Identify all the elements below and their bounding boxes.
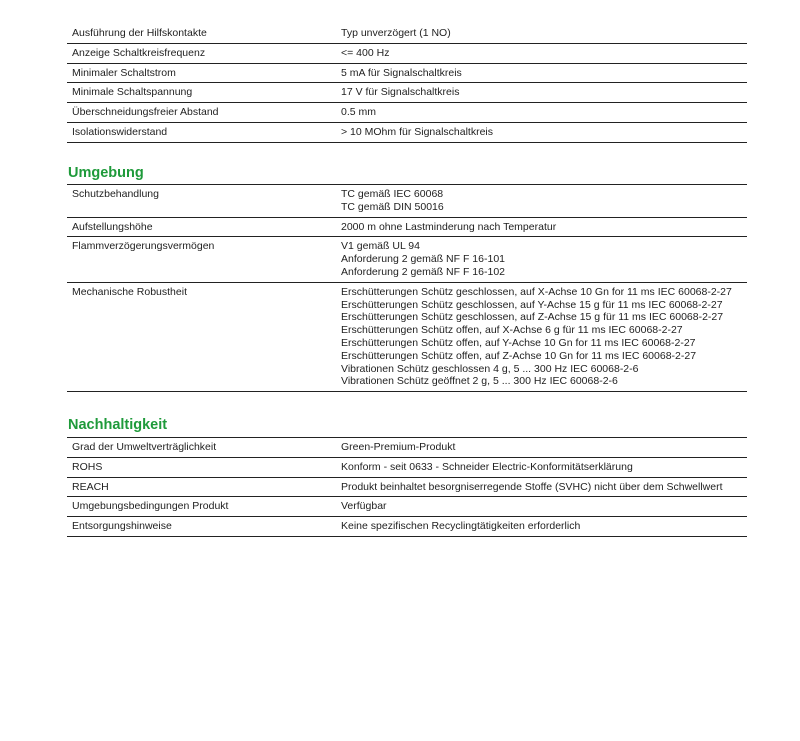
row-value: Anforderung 2 gemäß NF F 16-102 xyxy=(341,265,506,278)
table-row xyxy=(67,123,747,143)
row-values xyxy=(334,185,747,217)
row-values xyxy=(334,283,747,391)
row-value: 5 mA für Signalschaltkreis xyxy=(341,66,462,79)
table-row xyxy=(67,237,747,282)
row-label: Grad der Umweltverträglichkeit xyxy=(72,441,217,453)
table-row xyxy=(67,64,747,84)
row-values xyxy=(334,44,747,63)
table-row xyxy=(67,83,747,103)
row-label: Isolationswiderstand xyxy=(72,125,168,138)
table-row xyxy=(67,44,747,64)
row-label: Schutzbehandlung xyxy=(72,188,159,200)
row-value: Typ unverzögert (1 NO) xyxy=(341,27,451,39)
row-label: Entsorgungshinweise xyxy=(72,520,172,533)
row-label: Umgebungsbedingungen Produkt xyxy=(72,500,229,513)
row-value: 0.5 mm xyxy=(341,106,377,119)
row-label: Überschneidungsfreier Abstand xyxy=(72,106,219,119)
contacts-table xyxy=(67,24,747,143)
row-value: Erschütterungen Schütz offen, auf X-Achse 6 g für 11 ms IEC 60068-2-27 xyxy=(341,324,683,337)
row-value: > 10 MOhm für Signalschaltkreis xyxy=(341,125,494,138)
row-label: Anzeige Schaltkreisfrequenz xyxy=(72,46,206,59)
row-value: Erschütterungen Schütz offen, auf Z-Achse 10 Gn for 11 ms IEC 60068-2-27 xyxy=(341,349,697,362)
row-value: Erschütterungen Schütz geschlossen, auf Y-Achse 15 g für 11 ms IEC 60068-2-27 xyxy=(341,298,723,311)
row-value: 17 V für Signalschaltkreis xyxy=(341,86,460,99)
row-values xyxy=(334,497,747,516)
row-values xyxy=(334,478,747,497)
row-value: Verfügbar xyxy=(341,500,387,513)
row-values xyxy=(334,218,747,237)
row-values xyxy=(334,438,747,457)
table-row xyxy=(67,103,747,123)
table-row xyxy=(67,517,747,537)
row-values xyxy=(334,103,747,122)
umgebung-table xyxy=(67,184,747,392)
table-row xyxy=(67,437,747,458)
row-value: V1 gemäß UL 94 xyxy=(341,240,420,253)
row-values xyxy=(334,517,747,536)
table-row xyxy=(67,497,747,517)
row-value: Erschütterungen Schütz geschlossen, auf Z-Achse 15 g für 11 ms IEC 60068-2-27 xyxy=(341,311,724,324)
row-value: Produkt beinhaltet besorgniserregende Stoffe (SVHC) nicht über dem Schwellwert xyxy=(341,480,723,493)
table-row xyxy=(67,458,747,478)
row-values xyxy=(334,237,747,281)
row-values xyxy=(334,458,747,477)
row-value: Vibrationen Schütz geöffnet 2 g, 5 ... 300 Hz IEC 60068-2-6 xyxy=(341,375,618,388)
row-values xyxy=(334,24,747,43)
row-value: <= 400 Hz xyxy=(341,46,390,59)
row-values xyxy=(334,123,747,142)
row-value: Vibrationen Schütz geschlossen 4 g, 5 ... 300 Hz IEC 60068-2-6 xyxy=(341,362,639,375)
row-value: Keine spezifischen Recyclingtätigkeiten erforderlich xyxy=(341,520,581,533)
row-values xyxy=(334,83,747,102)
row-label: Minimale Schaltspannung xyxy=(72,86,193,99)
row-label: Minimaler Schaltstrom xyxy=(72,66,176,79)
row-label: Aufstellungshöhe xyxy=(72,220,153,233)
row-value: Erschütterungen Schütz offen, auf Y-Achse 10 Gn for 11 ms IEC 60068-2-27 xyxy=(341,336,696,349)
nachhaltigkeit-table xyxy=(67,437,747,537)
row-value: Konform - seit 0633 - Schneider Electric-Konformitätserklärung xyxy=(341,460,633,473)
table-row xyxy=(67,218,747,238)
row-value: Anforderung 2 gemäß NF F 16-101 xyxy=(341,253,506,266)
row-value: Erschütterungen Schütz geschlossen, auf X-Achse 10 Gn for 11 ms IEC 60068-2-27 xyxy=(341,285,732,298)
row-label: Mechanische Robustheit xyxy=(72,285,187,298)
table-row xyxy=(67,24,747,44)
row-value: Green-Premium-Produkt xyxy=(341,441,456,453)
row-label: Flammverzögerungsvermögen xyxy=(72,240,215,253)
table-row xyxy=(67,478,747,498)
row-label: Ausführung der Hilfskontakte xyxy=(72,27,207,39)
table-row xyxy=(67,184,747,218)
row-value: TC gemäß DIN 50016 xyxy=(341,200,444,213)
section-title-nachhaltigkeit: Nachhaltigkeit xyxy=(68,417,168,433)
row-label: ROHS xyxy=(72,460,103,473)
row-values xyxy=(334,64,747,83)
table-row xyxy=(67,283,747,392)
row-value: TC gemäß IEC 60068 xyxy=(341,188,444,200)
row-value: 2000 m ohne Lastminderung nach Temperatur xyxy=(341,220,557,233)
row-label: REACH xyxy=(72,480,109,493)
section-title-umgebung: Umgebung xyxy=(68,165,144,181)
